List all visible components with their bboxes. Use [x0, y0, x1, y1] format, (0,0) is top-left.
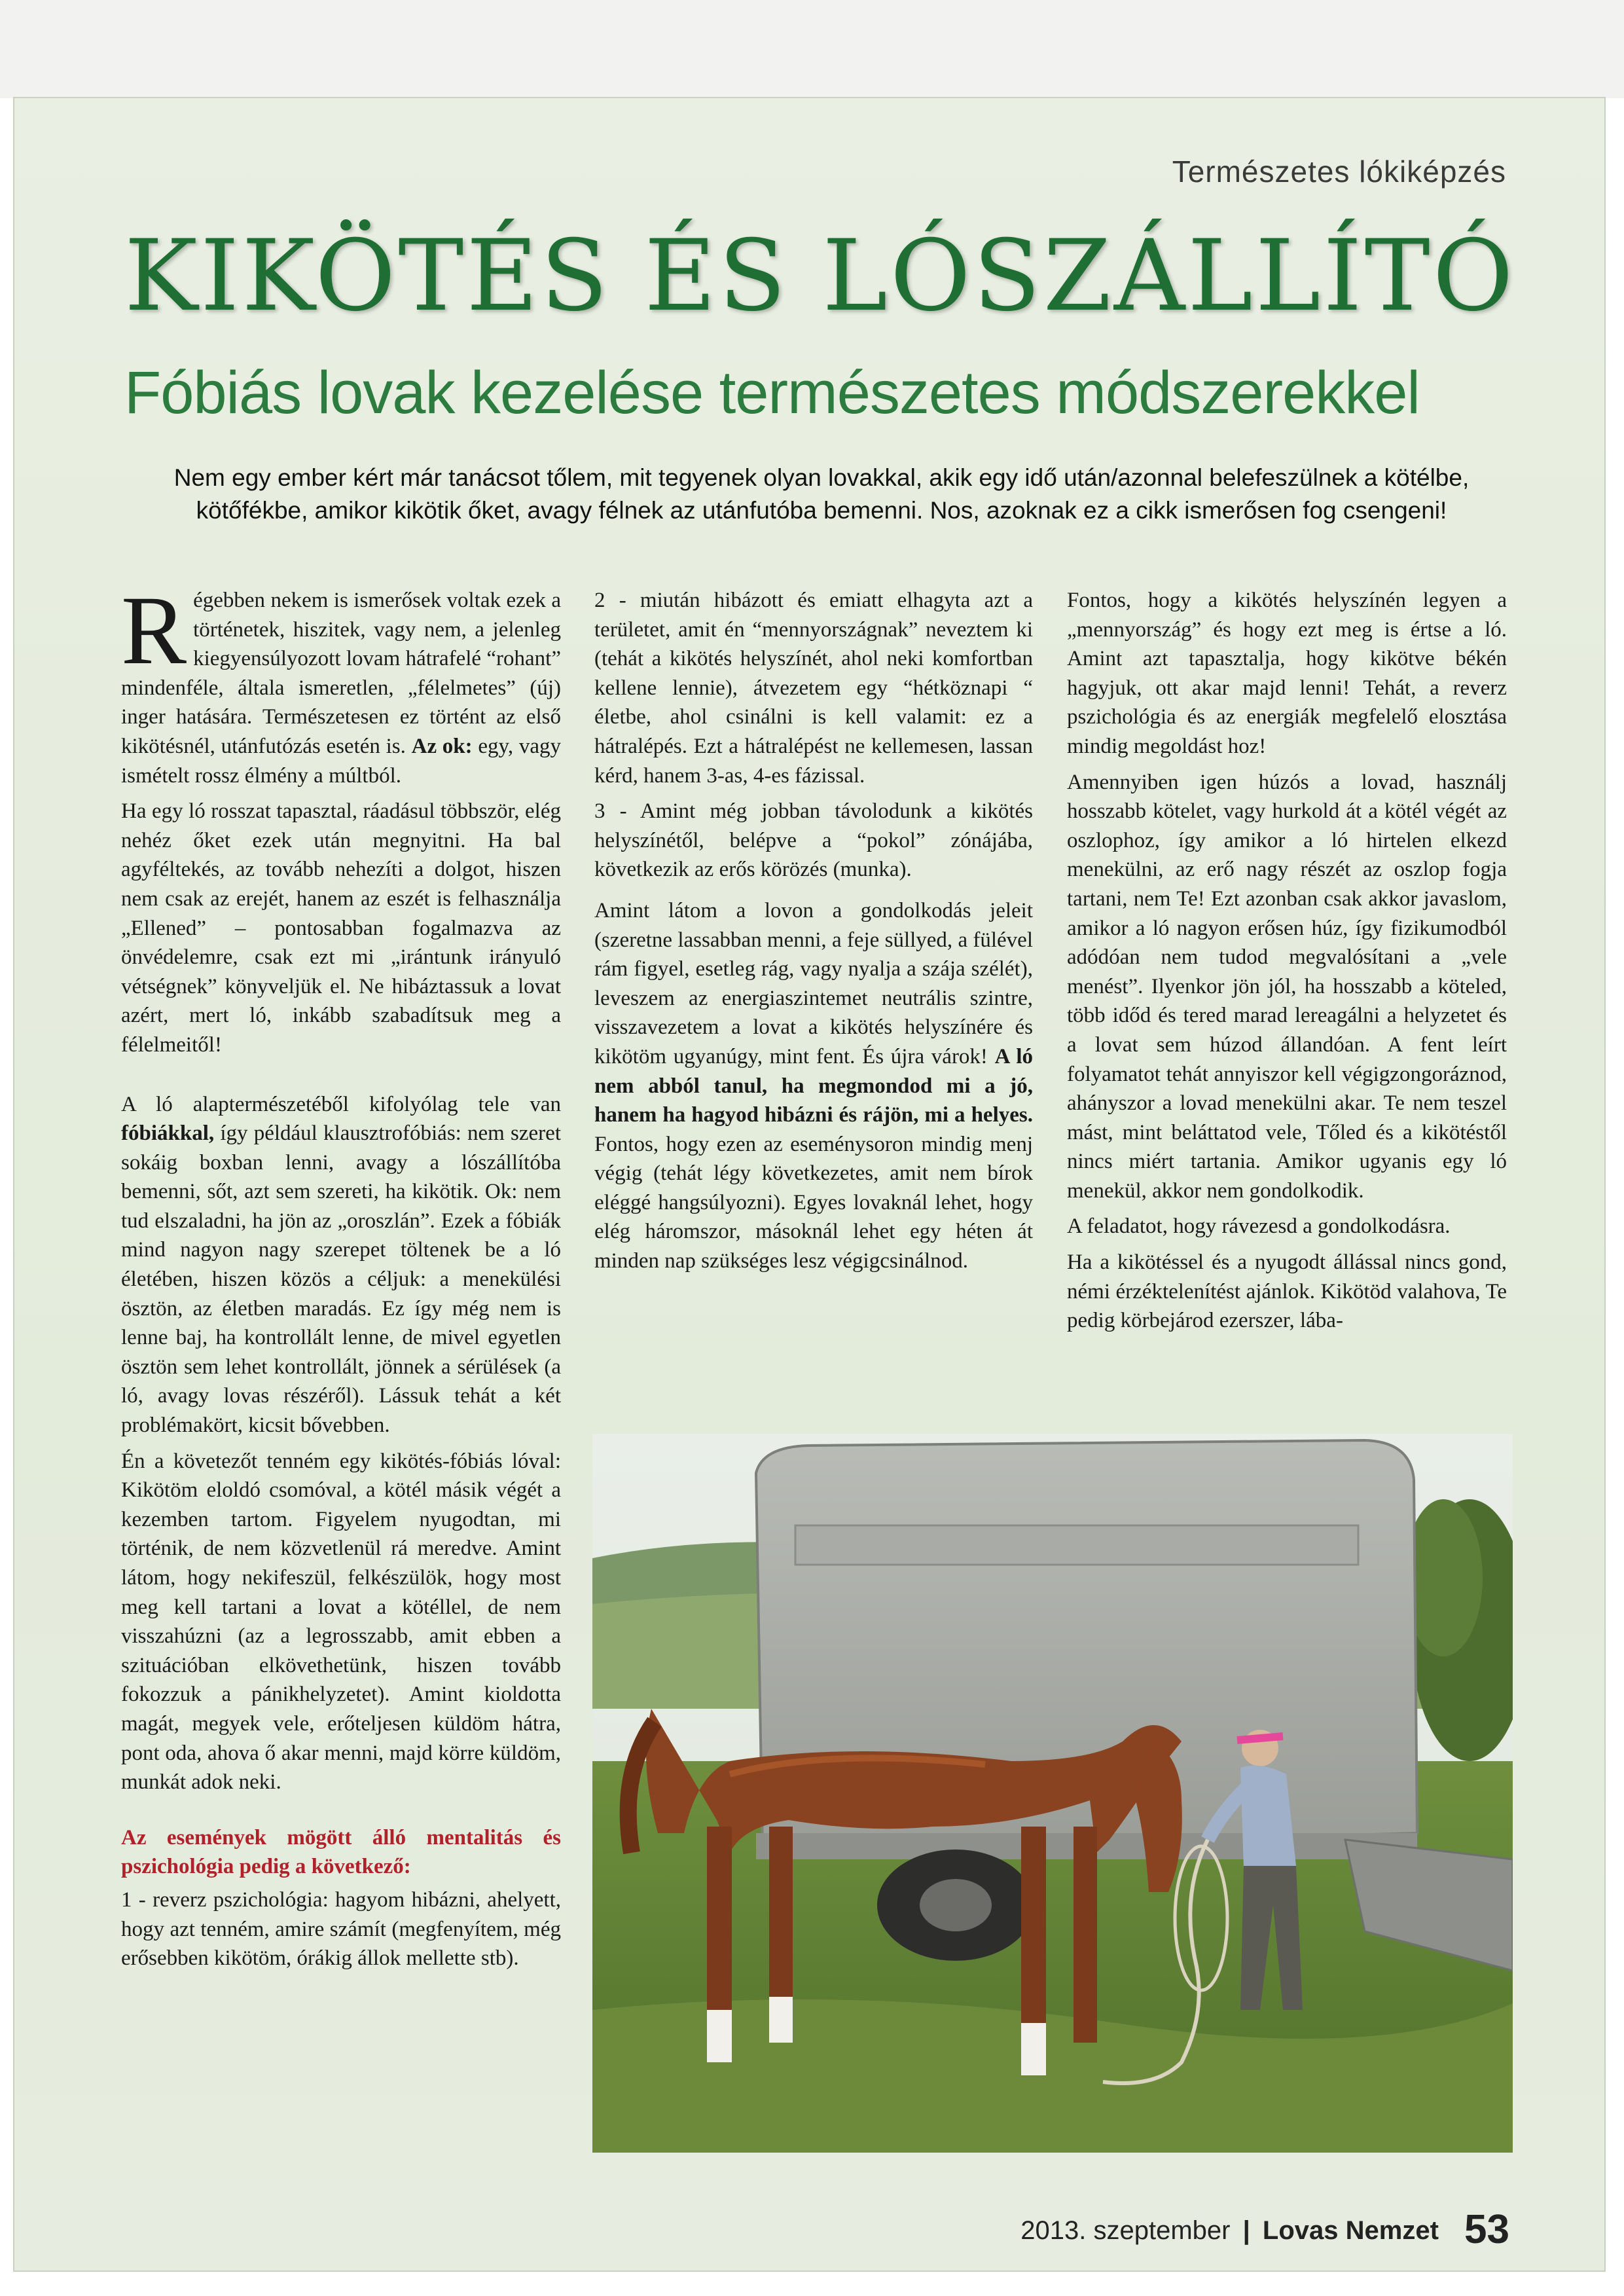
- footer-separator: |: [1242, 2216, 1250, 2245]
- paragraph-text: A ló alaptermészetéből kifolyólag tele van: [121, 1092, 561, 1116]
- paragraph: Ha egy ló rosszat tapasztal, ráadásul többször, elég nehéz őket ezek után megnyitni. Ha bal agyféltekés, az tovább nehezíti a dolgot, hiszen nem csak az erejét, hanem az eszét is felhasználja „Ellened” – pontosabban fogalmazva az önvédelemre, csak ezt mi „irántunk irányuló vétségnek” könyveljük el. Ne hibáztassuk a lovat azért, mert ló, inkább szabadítsuk meg a félelmeitől!: [121, 799, 561, 1057]
- paragraph: Ha a kikötéssel és a nyugodt állással nincs gond, némi érzéktelenítést ajánlok. Kikötöd valahova, Te pedig körbejárod ezerszer, lába-: [1067, 1250, 1507, 1333]
- article-lead: Nem egy ember kért már tanácsot tőlem, mit tegyenek olyan lovakkal, akik egy idő után/azonnal belefeszülnek a kötélbe, kötőfékbe, amikor kikötik őket, avagy félnek az utánfutóba bemenni. Nos, azoknak ez a cikk ismerősen fog csengeni!: [173, 464, 1470, 524]
- photo-illustration: [592, 1434, 1513, 2153]
- issue-date: 2013. szeptember: [1020, 2216, 1231, 2245]
- paragraph: Fontos, hogy a kikötés helyszínén legyen a „mennyország” és hogy ezt meg is értse a ló. Amint azt tapasztalja, hogy kikötve békén hagyjuk, ott akar majd lenni! Tehát, a reverz pszichológia és az energiák megfelelő elosztása mindig megoldást hoz!: [1067, 589, 1507, 758]
- column-3: [1067, 586, 1507, 1342]
- page-number: 53: [1464, 2207, 1509, 2252]
- paragraph: Én a követezőt tenném egy kikötés-fóbiás lóval: Kikötöm eloldó csomóval, a kötél másik végét a kezemben tartom. Figyelem nyugodtan, mi történik, de nem közvetlenül rá meredve. Amint látom, hogy nekifeszül, felkészülök, hogy most meg kell tartani a lovat a kötéllel, de nem visszahúzni (az a legrosszabb, amit ebben a szituációban elkövethetünk, hiszen tovább fokozzuk a pánikhelyzetet). Amint kioldotta magát, megyek vele, erőteljesen küldöm hátra, pont oda, ahova ő akar menni, majd körre küldöm, munkát adok neki.: [121, 1449, 561, 1795]
- column-2: [594, 586, 1033, 1283]
- page-footer: [1020, 2206, 1509, 2253]
- bold-phrase: A ló nem abból tanul, ha megmondod mi a jó, hanem ha hagyod hibázni és rájön, mi a helyes.: [594, 1044, 1033, 1127]
- magazine-name: Lovas Nemzet: [1262, 2216, 1439, 2245]
- paragraph: A feladatot, hogy rávezesd a gondolkodásra.: [1067, 1214, 1451, 1239]
- article-title: KIKÖTÉS ÉS LÓSZÁLLÍTÓ: [124, 219, 1516, 333]
- paragraph: 2 - miután hibázott és emiatt elhagyta azt a területet, amit én “mennyországnak” neveztem ki (tehát a kikötés helyszínét, ahol neki komfortban kellene lennie), átvezetem egy “hétköznapi “ életbe, ahol csinálni is kell valamit: ez a hátralépés. Ezt a hátralépést ne kellemesen, lassan kérd, hanem 3-as, 4-es fázissal.: [594, 589, 1033, 788]
- bold-phrase: Az ok:: [411, 734, 473, 758]
- paragraph-text: Fontos, hogy ezen az eseménysoron mindig menj végig (tehát légy következetes, amit nem bírok eléggé hangsúlyozni). Egyes lovaknál lehet, hogy elég háromszor, másoknál lehet egy héten át minden nap szükséges lesz végigcsinálnod.: [594, 1132, 1033, 1273]
- paragraph: [594, 896, 1033, 1276]
- paragraph-text: egy, vagy ismételt rossz élmény a múltból.: [121, 734, 561, 788]
- paragraph: 1 - reverz pszichológia: hagyom hibázni, ahelyett, hogy azt tenném, amire számít (megfenyítem, még erősebben kikötöm, órákig állok mellette stb).: [121, 1887, 561, 1971]
- paragraph-text: így például klausztrofóbiás: nem szeret sokáig boxban lenni, avagy a lószállítóba bemenni, sőt, azt sem szereti, ha kikötik. Ok: nem tud elszaladni, ha jön az „oroszlán”. Ezek a fóbiák mind nagyon nagy szerepet töltenek be a ló életében, hiszen közös a céljuk: a menekülési ösztön, az életben maradás. Ez így még nem is lenne baj, ha kontrollált lenne, de mivel egyetlen ösztön sem lehet kontrollált, jönnek a sérülések (a ló, avagy lovas részéről). Lássuk tehát a két problémakört, kicsit bővebben.: [121, 1121, 561, 1438]
- paragraph: [121, 1090, 561, 1440]
- article-subtitle: Fóbiás lovak kezelése természetes módszerekkel: [124, 359, 1420, 426]
- paragraph: 3 - Amint még jobban távolodunk a kikötés helyszínétől, belépve a “pokol” zónájába, következik az erős körözés (munka).: [594, 799, 1033, 882]
- subheading: Az események mögött álló mentalitás és pszichológia pedig a következő:: [121, 1825, 561, 1879]
- horse-trailer-photo: [592, 1434, 1513, 2153]
- column-1: [121, 576, 561, 1980]
- paragraph-text: égebben nekem is ismerősek voltak ezek a történetek, hiszitek, vagy nem, a jelenleg kiegyensúlyozott lovam hátrafelé “rohant” mindenféle, általa ismeretlen, „félelmetes” (új) inger hatására. Természetesen ez történt az első kikötésnél, utánfutózás esetén is.: [121, 589, 561, 758]
- section-label: Természetes lókiképzés: [1172, 155, 1506, 189]
- drop-cap: R: [121, 576, 187, 685]
- paragraph: Amennyiben igen húzós a lovad, használj hosszabb kötelet, vagy hurkold át a kötél végét az oszlophoz, így amikor a ló hirtelen elkezd menekülni, az erő nagy részét az oszlop fogja tartani, nem Te! Ezt azonban csak akkor javaslom, amikor a ló nagyon erősen húz, így fizikumodból adódóan nem tudod megvalósítani a „vele menést”. Ilyenkor jön jól, ha hosszabb a köteled, több időd és tered marad lereagálni a helyzetet és a lovat sem húzod állandóan. A fent leírt folyamatot tehát annyiszor kell végigzongoráznod, ahányszor a lovad menekülni akar. Te nem teszel mást, mint beláttatod vele, Tőled és a kikötéstől nincs miért tartania. Amikor ugyanis egy ló menekül, akkor nem gondolkodik.: [1067, 770, 1507, 1203]
- paragraph: [121, 576, 561, 790]
- scan-margin: [0, 0, 1624, 98]
- paragraph-text: Amint látom a lovon a gondolkodás jeleit (szeretne lassabban menni, a feje süllyed, a fülével rám figyel, esetleg rág, vagy nyalja a szája szélét), leveszem az energiaszintemet neutrális szintre, visszavezetem a lovat a kikötés helyszínére és kikötöm ugyanúgy, mint fent. És újra várok!: [594, 898, 1033, 1068]
- bold-phrase: fóbiákkal,: [121, 1121, 215, 1146]
